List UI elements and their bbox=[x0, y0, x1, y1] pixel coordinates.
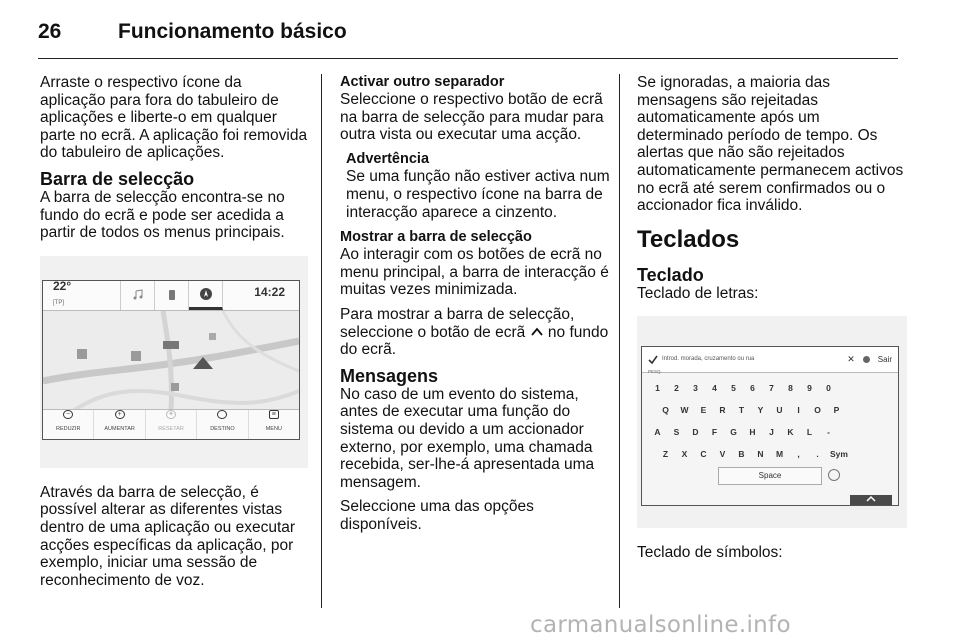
page-title: Funcionamento básico bbox=[118, 20, 347, 43]
key[interactable]: U bbox=[776, 404, 783, 415]
warning-title: Advertência bbox=[346, 150, 430, 167]
chapter-heading-teclados: Teclados bbox=[637, 225, 740, 253]
key[interactable]: S bbox=[673, 426, 680, 437]
warning-text: Se uma função não estiver activa num menu, o respectivo ícone na barra de interacção aparece a cinzento. bbox=[346, 168, 610, 221]
column-right bbox=[637, 74, 907, 569]
plus-icon: + bbox=[115, 410, 125, 419]
key[interactable]: 9 bbox=[807, 382, 812, 393]
temperature: 22° bbox=[53, 279, 72, 293]
column-left bbox=[40, 74, 308, 596]
key[interactable]: 2 bbox=[674, 382, 679, 393]
key[interactable]: W bbox=[680, 404, 689, 415]
key[interactable]: - bbox=[827, 426, 830, 437]
poi-marker bbox=[77, 349, 87, 359]
poi-marker bbox=[171, 383, 179, 391]
collapse-keyboard-tab[interactable] bbox=[850, 495, 892, 505]
key[interactable]: 3 bbox=[693, 382, 698, 393]
screen-top-bar bbox=[43, 281, 299, 311]
column-middle bbox=[340, 74, 612, 540]
zoom-out-button[interactable]: − REDUZIR bbox=[43, 410, 94, 439]
paragraph: Se ignoradas, a maioria das mensagens são rejeitadas automaticamente após um determinado período de tempo. Os alertas que não são rejeitados automaticamente permanecem activos no ecrã até serem confirmados ou o accionador fica inválido. bbox=[637, 74, 904, 215]
paragraph: Arraste o respectivo ícone da aplicação para fora do tabuleiro de aplicações e liberte-o em qualquer parte no ecrã. A aplicação foi removida do tabuleiro de aplicações. bbox=[40, 74, 308, 162]
watermark: carmanualsonline.info bbox=[530, 612, 791, 638]
key[interactable]: P bbox=[833, 404, 840, 415]
paragraph: Seleccione uma das opções disponíveis. bbox=[340, 498, 534, 533]
key[interactable]: C bbox=[700, 448, 707, 459]
search-label: PESQ. bbox=[648, 369, 662, 375]
keyboard-row-space bbox=[642, 465, 898, 489]
road-shield bbox=[163, 341, 179, 349]
menu-icon: ≡ bbox=[269, 410, 279, 419]
column-divider bbox=[619, 74, 620, 608]
key[interactable]: Y bbox=[757, 404, 764, 415]
letter-keyboard bbox=[641, 346, 899, 506]
key[interactable]: 8 bbox=[788, 382, 793, 393]
exit-button[interactable]: Sair bbox=[877, 355, 892, 365]
warning-note bbox=[346, 151, 612, 221]
keyboard-row-asdf bbox=[642, 421, 898, 443]
paragraph: Ao interagir com os botões de ecrã no menu principal, a barra de interacção é muitas vezes minimizada. bbox=[340, 246, 609, 299]
paragraph: Teclado de letras: bbox=[637, 284, 759, 302]
section-heading-mensagens: Mensagens bbox=[340, 365, 439, 386]
key[interactable]: F bbox=[711, 426, 718, 437]
tp-indicator: [TP] bbox=[53, 300, 65, 307]
key[interactable]: L bbox=[806, 426, 813, 437]
section-heading-barra: Barra de selecção bbox=[40, 168, 195, 189]
zoom-in-button[interactable]: + AUMENTAR bbox=[94, 410, 145, 439]
temperature-area bbox=[43, 281, 121, 310]
subheading-activar: Activar outro separador bbox=[340, 74, 505, 90]
key[interactable]: 6 bbox=[750, 382, 755, 393]
paragraph: Através da barra de selecção, é possível alterar as diferentes vistas dentro de uma aplicação ou executar acções específicas da aplicação, por exemplo, iniciar uma sessão de reconhecimento de voz. bbox=[40, 483, 296, 589]
subheading-mostrar: Mostrar a barra de selecção bbox=[340, 229, 532, 246]
key[interactable]: K bbox=[787, 426, 794, 437]
clock: 14:22 bbox=[254, 284, 285, 299]
navigation-icon[interactable] bbox=[189, 281, 223, 310]
column-divider bbox=[321, 74, 322, 608]
key[interactable]: M bbox=[775, 448, 784, 459]
section-heading-teclado: Teclado bbox=[637, 264, 704, 285]
reset-button[interactable]: ✦ RESETAR bbox=[146, 410, 197, 439]
key[interactable]: T bbox=[738, 404, 745, 415]
keyboard-row-qwerty bbox=[642, 399, 898, 421]
compass-icon: ✦ bbox=[166, 410, 176, 419]
key[interactable]: V bbox=[719, 448, 726, 459]
paragraph: No caso de um evento do sistema, antes de executar uma função do sistema ou devido a um accionador externo, por exemplo, uma chamada recebida, ser-lhe-á apresentada uma mensagem. bbox=[340, 385, 595, 491]
key[interactable]: E bbox=[700, 404, 707, 415]
search-icon bbox=[217, 410, 227, 419]
key[interactable]: X bbox=[681, 448, 688, 459]
key[interactable]: . bbox=[816, 448, 819, 459]
key[interactable]: I bbox=[797, 404, 800, 415]
map-area[interactable] bbox=[43, 311, 299, 411]
globe-icon[interactable] bbox=[828, 469, 840, 481]
symbols-key[interactable]: Sym bbox=[830, 448, 848, 459]
space-key[interactable]: Space bbox=[718, 467, 822, 485]
key[interactable]: , bbox=[797, 448, 800, 459]
navigation-screen bbox=[42, 280, 300, 440]
poi-marker bbox=[209, 333, 216, 340]
key[interactable]: 7 bbox=[769, 382, 774, 393]
key[interactable]: A bbox=[654, 426, 661, 437]
chevron-up-icon bbox=[866, 495, 876, 503]
key[interactable]: 1 bbox=[655, 382, 660, 393]
header-divider bbox=[38, 58, 898, 59]
figure-navigation-screen bbox=[40, 256, 308, 468]
figure-letter-keyboard bbox=[637, 316, 907, 528]
key[interactable]: Z bbox=[662, 448, 669, 459]
keyboard-row-zxcv bbox=[642, 443, 898, 465]
poi-marker bbox=[131, 351, 141, 361]
destination-button[interactable]: DESTINO bbox=[197, 410, 248, 439]
chevron-up-icon bbox=[530, 325, 544, 339]
paragraph: Para mostrar a barra de selecção, seleccione o botão de ecrã no fundo do ecrã. bbox=[340, 305, 609, 359]
key[interactable]: D bbox=[692, 426, 699, 437]
music-icon[interactable] bbox=[121, 281, 155, 310]
phone-icon[interactable] bbox=[155, 281, 189, 310]
key[interactable]: R bbox=[719, 404, 726, 415]
key[interactable]: N bbox=[757, 448, 764, 459]
key[interactable]: H bbox=[749, 426, 756, 437]
selection-bar bbox=[43, 409, 299, 439]
clear-icon[interactable]: ✕ bbox=[847, 354, 855, 365]
paragraph: A barra de selecção encontra-se no fundo do ecrã e pode ser acedida a partir de todos os menus principais. bbox=[40, 188, 285, 242]
exit-icon bbox=[863, 356, 870, 363]
page-number: 26 bbox=[38, 20, 62, 43]
paragraph: Seleccione o respectivo botão de ecrã na barra de selecção para mudar para outra vista ou executar uma acção. bbox=[340, 91, 604, 144]
keyboard-input-bar bbox=[642, 347, 898, 373]
key[interactable]: 0 bbox=[826, 382, 831, 393]
key[interactable]: J bbox=[769, 426, 774, 437]
menu-button[interactable]: ≡ MENU bbox=[265, 410, 282, 433]
address-input[interactable]: Introd. morada, cruzamento ou rua bbox=[662, 356, 755, 363]
key[interactable]: B bbox=[738, 448, 745, 459]
key[interactable]: G bbox=[730, 426, 737, 437]
page-header bbox=[38, 14, 347, 50]
minus-icon: − bbox=[63, 410, 73, 419]
key[interactable]: 5 bbox=[731, 382, 736, 393]
paragraph: Teclado de símbolos: bbox=[637, 544, 783, 562]
key[interactable]: Q bbox=[662, 404, 669, 415]
key[interactable]: O bbox=[814, 404, 821, 415]
key[interactable]: 4 bbox=[712, 382, 717, 393]
keyboard-row-numbers bbox=[642, 377, 898, 399]
